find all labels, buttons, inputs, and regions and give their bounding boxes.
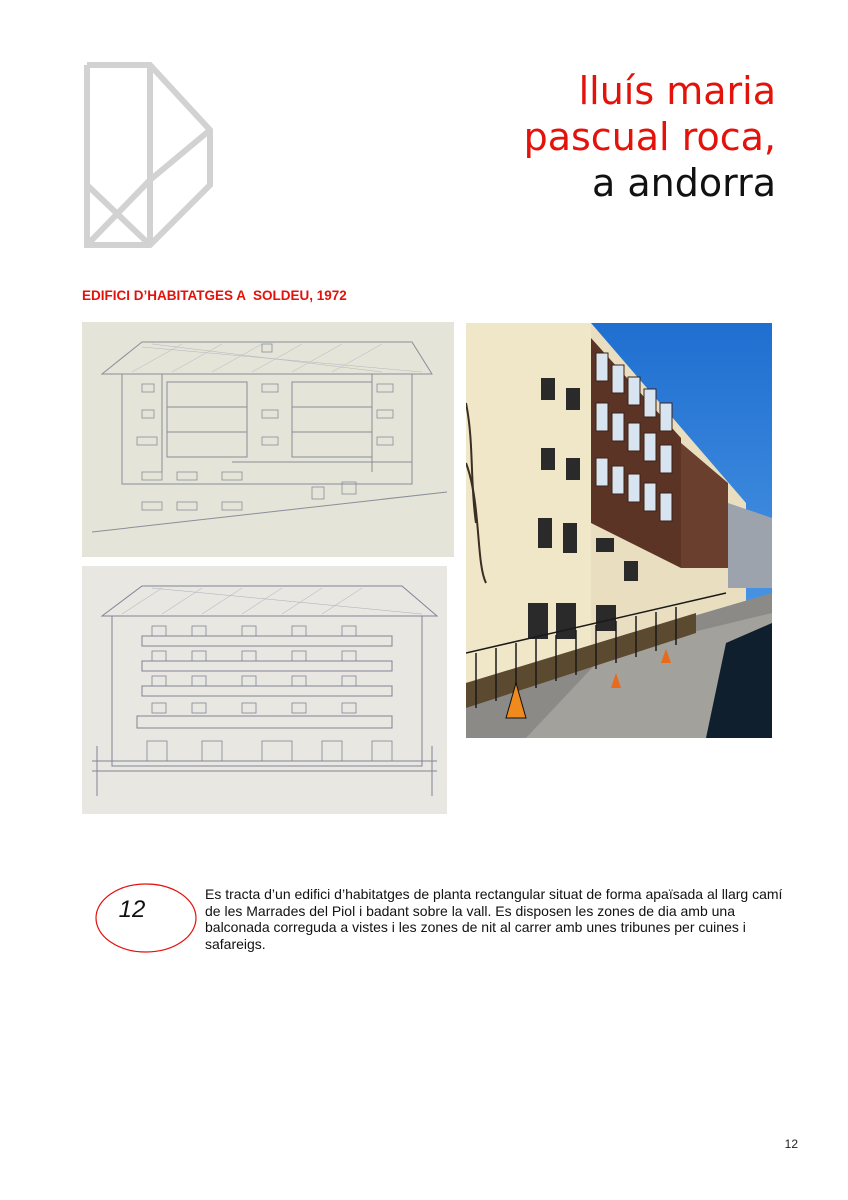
item-number: 12 (118, 896, 146, 923)
building-photo (466, 323, 772, 738)
title-line-1: lluís maria (578, 69, 776, 113)
page-title (524, 68, 776, 206)
section-heading: EDIFICI D’HABITATGES A SOLDEU, 1972 (82, 288, 347, 303)
elevation-drawing-top (82, 322, 454, 557)
title-line-2: pascual roca, (523, 115, 776, 159)
elevation-drawing-bottom (82, 566, 447, 814)
description-text: Es tracta d’un edifici d’habitatges de planta rectangular situat de forma apaïsada al llarg camí de les Marrades del Piol i badant sobre la vall. Es disposen les zones de dia amb una balconada correguda a vistes i les zones de nit al carrer amb unes tribunes per cuines i safareigs. (205, 886, 783, 952)
logo-mark (82, 60, 214, 250)
title-line-3: a andorra (592, 161, 776, 205)
page-number: 12 (784, 1137, 798, 1151)
